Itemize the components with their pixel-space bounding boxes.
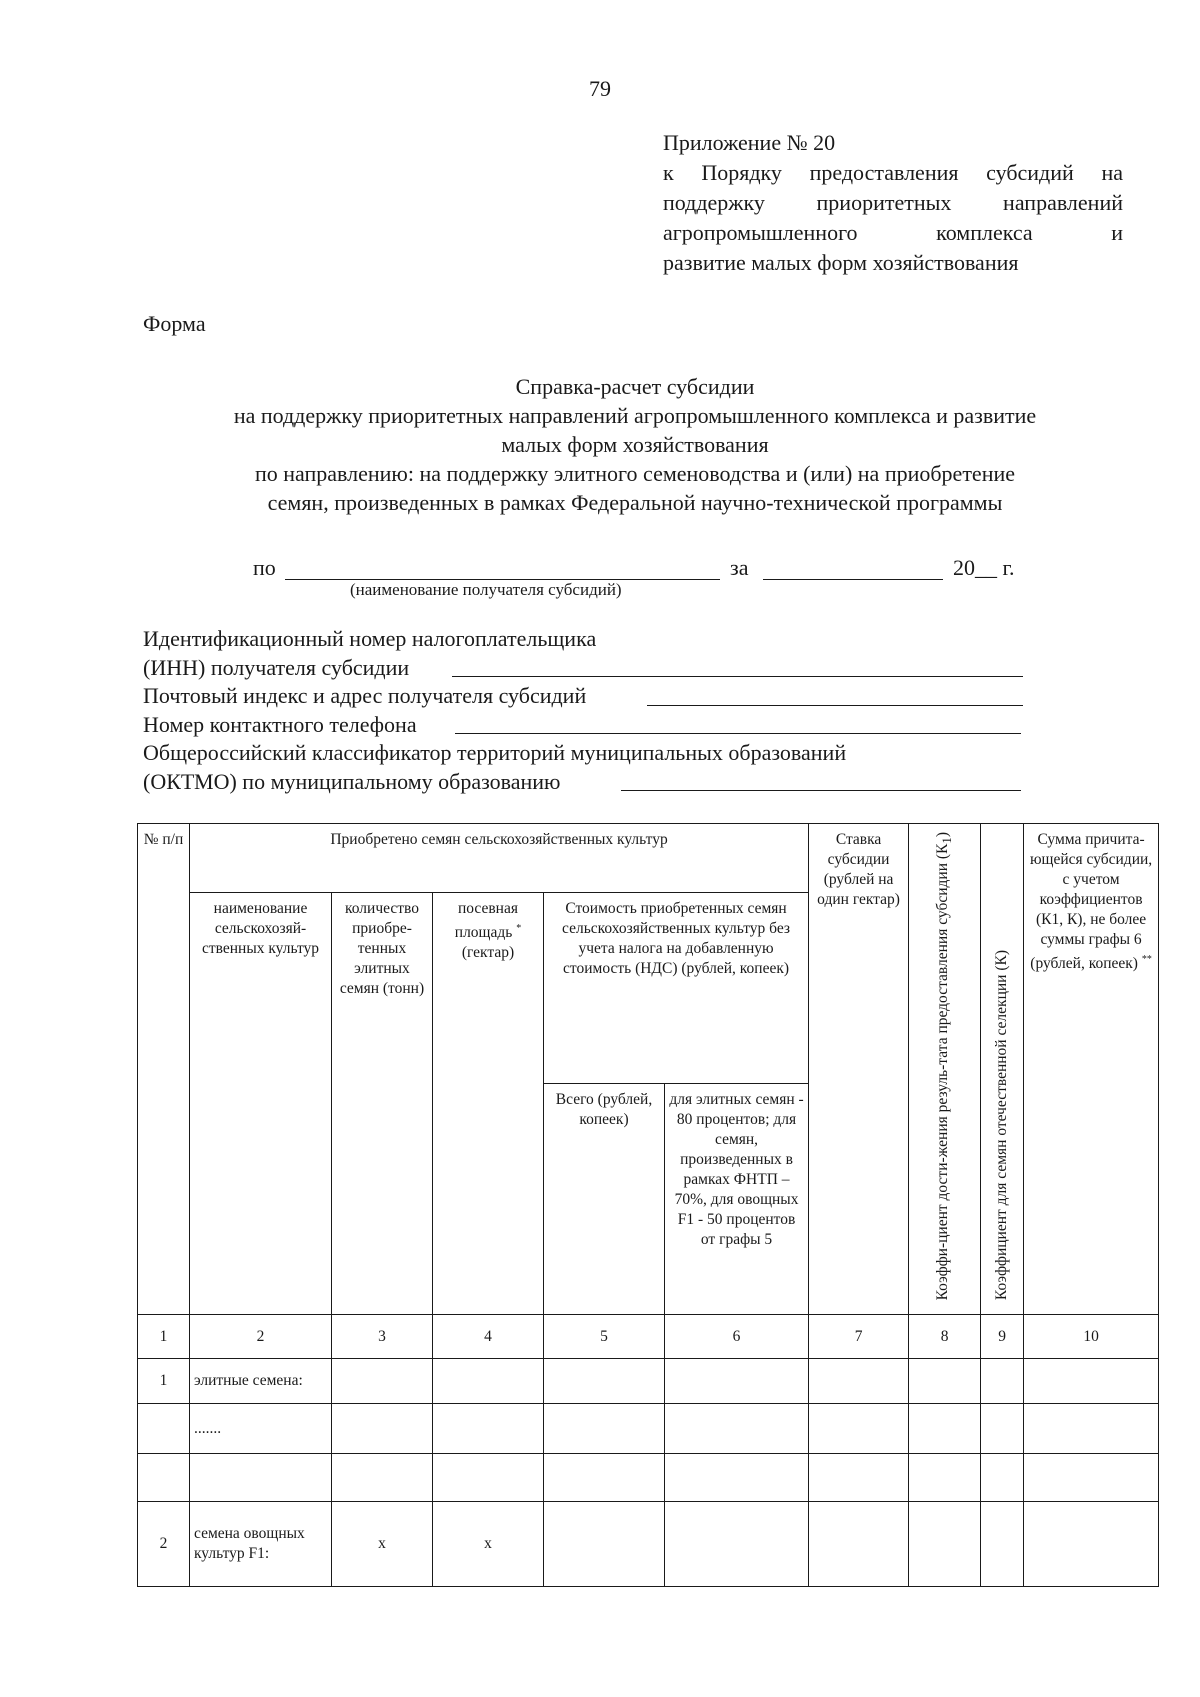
header-sum-mark: ** <box>1141 954 1152 965</box>
col-number: 7 <box>809 1315 909 1359</box>
row-cell[interactable] <box>665 1404 809 1454</box>
inn-label: Идентификационный номер налогоплательщика <box>143 626 597 651</box>
oktmo-label-2: (ОКТМО) по муниципальному образованию <box>143 768 561 794</box>
row-cell[interactable] <box>809 1502 909 1587</box>
recipient-caption: (наименование получателя субсидий) <box>350 580 622 599</box>
title-line: малых форм хозяйствования <box>501 432 769 457</box>
row-cell[interactable] <box>809 1404 909 1454</box>
recipient-fields <box>143 625 1023 796</box>
row-cell[interactable] <box>665 1502 809 1587</box>
table-row <box>138 1359 1159 1404</box>
header-sum <box>1024 824 1159 1315</box>
col-number: 2 <box>190 1315 332 1359</box>
po-label: по <box>253 555 276 580</box>
address-label: Почтовый индекс и адрес получателя субсидий <box>143 683 587 708</box>
period-field[interactable] <box>763 579 943 580</box>
col-number: 4 <box>433 1315 544 1359</box>
row-area[interactable]: х <box>433 1502 544 1587</box>
table-row <box>138 1404 1159 1454</box>
header-sum-text: Сумма причита-ющейся субсидии, с учетом коэффициентов (К1, К), не более суммы графы 6 (рублей, копеек) <box>1029 831 1153 973</box>
row-quantity[interactable]: х <box>332 1502 433 1587</box>
inn-field[interactable] <box>452 676 1023 677</box>
subsidy-calc-table <box>137 823 1159 1587</box>
header-coef-k1 <box>909 824 981 1315</box>
header-quantity: количество приобре-тенных элитных семян (тонн) <box>332 893 433 1315</box>
za-label: за <box>730 555 749 580</box>
row-cell[interactable] <box>1024 1502 1159 1587</box>
col-number: 1 <box>138 1315 190 1359</box>
appendix-line: к Порядку предоставления субсидий на <box>663 160 1123 185</box>
row-crop-name: семена овощных культур F1: <box>190 1502 332 1587</box>
appendix-line: поддержку приоритетных направлений <box>663 190 1123 215</box>
header-purchased: Приобретено семян сельскохозяйственных культур <box>190 824 809 893</box>
title-line: Справка-расчет субсидии <box>515 374 755 399</box>
title-line: на поддержку приоритетных направлений агропромышленного комплекса и развитие <box>233 403 1037 428</box>
header-coef-k-text: Коэффициент для семян отечественной селекции (К) <box>993 950 1011 1301</box>
row-cell[interactable] <box>909 1359 981 1404</box>
header-coef-k <box>981 824 1024 1315</box>
phone-field[interactable] <box>455 733 1021 734</box>
row-quantity[interactable] <box>332 1454 433 1502</box>
page-number: 79 <box>589 76 611 101</box>
header-coef-k1-sub: 1 <box>938 837 954 844</box>
row-crop-name: элитные семена: <box>190 1359 332 1404</box>
row-cell[interactable] <box>909 1404 981 1454</box>
row-crop-name: ....... <box>190 1404 332 1454</box>
row-quantity[interactable] <box>332 1404 433 1454</box>
appendix-note <box>663 128 1123 278</box>
header-area-unit: (гектар) <box>461 944 515 962</box>
row-cell[interactable] <box>981 1454 1024 1502</box>
row-cell[interactable] <box>544 1502 665 1587</box>
col-number: 6 <box>665 1315 809 1359</box>
row-cell[interactable] <box>665 1454 809 1502</box>
header-num: № п/п <box>138 824 190 1315</box>
address-field[interactable] <box>647 705 1023 706</box>
row-quantity[interactable] <box>332 1359 433 1404</box>
appendix-line: развитие малых форм хозяйствования <box>663 250 1019 275</box>
row-cell[interactable] <box>1024 1454 1159 1502</box>
col-number: 10 <box>1024 1315 1159 1359</box>
row-num: 1 <box>138 1359 190 1404</box>
row-cell[interactable] <box>1024 1404 1159 1454</box>
col-number: 3 <box>332 1315 433 1359</box>
form-label: Форма <box>143 311 206 336</box>
row-cell[interactable] <box>981 1404 1024 1454</box>
row-cell[interactable] <box>544 1454 665 1502</box>
oktmo-label: Общероссийский классификатор территорий муниципальных образований <box>143 740 847 765</box>
row-cell[interactable] <box>665 1359 809 1404</box>
header-area-mark: * <box>516 923 522 934</box>
header-crop-name: наименование сельскохозяй-ственных культур <box>190 893 332 1315</box>
inn-label-2: (ИНН) получателя субсидии <box>143 654 410 680</box>
row-cell[interactable] <box>981 1502 1024 1587</box>
row-area[interactable] <box>433 1454 544 1502</box>
row-cell[interactable] <box>981 1359 1024 1404</box>
row-cell[interactable] <box>809 1359 909 1404</box>
title-line: по направлению: на поддержку элитного семеноводства и (или) на приобретение <box>254 461 1016 486</box>
table-row <box>138 1454 1159 1502</box>
row-cell[interactable] <box>544 1404 665 1454</box>
row-cell[interactable] <box>1024 1359 1159 1404</box>
oktmo-field[interactable] <box>621 790 1021 791</box>
row-cell[interactable] <box>544 1359 665 1404</box>
row-cell[interactable] <box>909 1454 981 1502</box>
col-number: 8 <box>909 1315 981 1359</box>
table-row <box>138 1502 1159 1587</box>
row-num: 2 <box>138 1502 190 1587</box>
row-num <box>138 1404 190 1454</box>
header-area-text: посевная площадь <box>454 900 518 942</box>
row-num <box>138 1454 190 1502</box>
header-rate: Ставка субсидии (рублей на один гектар) <box>809 824 909 1315</box>
appendix-line: агропромышленного комплекса и <box>663 220 1123 245</box>
row-area[interactable] <box>433 1404 544 1454</box>
col-number: 9 <box>981 1315 1024 1359</box>
col-number: 5 <box>544 1315 665 1359</box>
year-label: 20__ г. <box>953 555 1015 580</box>
header-cost: Стоимость приобретенных семян сельскохозяйственных культур без учета налога на добавленную стоимость (НДС) (рублей, копеек) <box>544 893 809 1084</box>
document-title <box>140 372 1130 517</box>
header-total: Всего (рублей, копеек) <box>544 1084 665 1315</box>
phone-label: Номер контактного телефона <box>143 711 417 737</box>
appendix-title: Приложение № 20 <box>663 130 836 155</box>
header-coef-k1-close: ) <box>933 832 951 838</box>
header-coef-k1-text: Коэффи-циент дости-жения резуль-тата предоставления субсидии (К <box>933 843 951 1301</box>
row-cell[interactable] <box>809 1454 909 1502</box>
title-line: семян, произведенных в рамках Федеральной научно-технической программы <box>267 490 1003 515</box>
row-crop-name <box>190 1454 332 1502</box>
header-area <box>433 893 544 1315</box>
header-elite-share: для элитных семян - 80 процентов; для семян, произведенных в рамках ФНТП – 70%, для овощных F1 - 50 процентов от графы 5 <box>665 1084 809 1315</box>
row-area[interactable] <box>433 1359 544 1404</box>
row-cell[interactable] <box>909 1502 981 1587</box>
